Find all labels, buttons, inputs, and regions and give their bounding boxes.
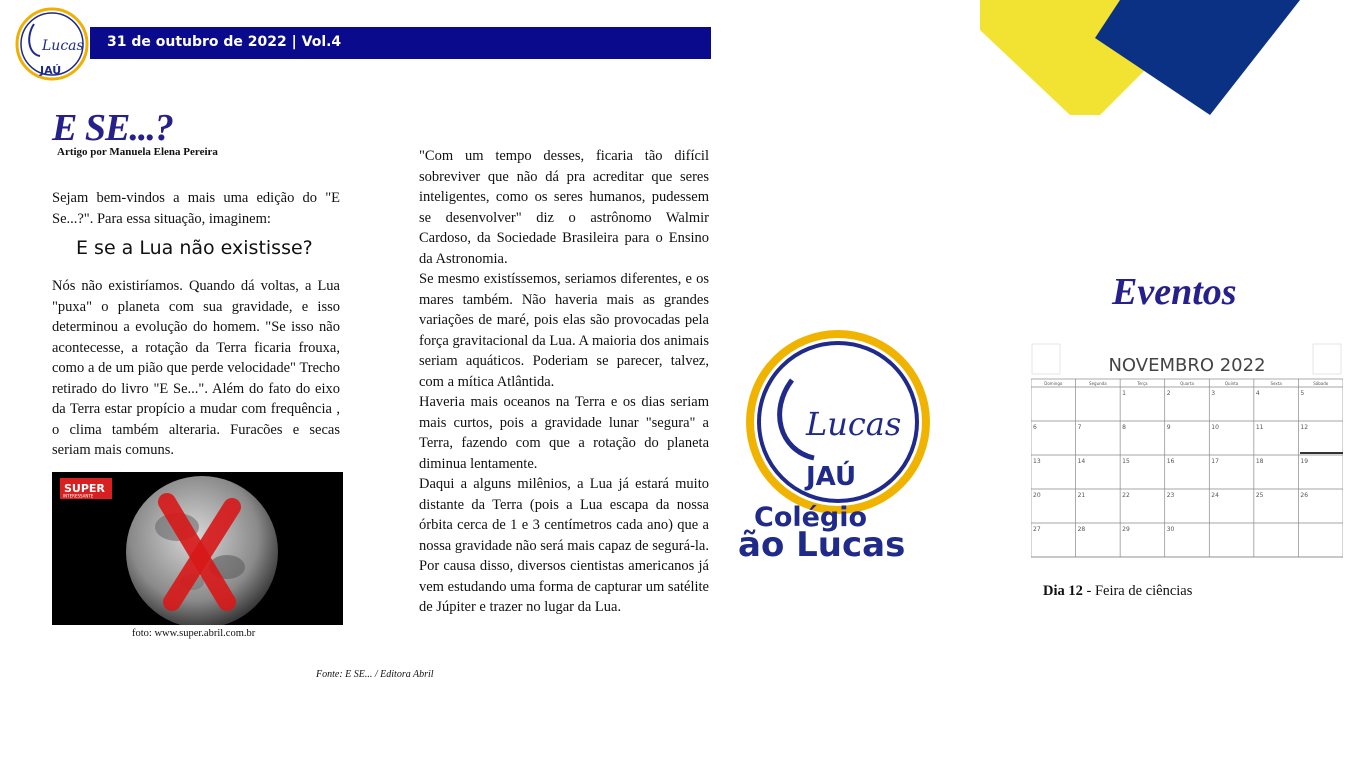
calendar-day: 10 bbox=[1211, 424, 1219, 431]
article-paragraph-1: Nós não existiríamos. Quando dá voltas, a Lua "puxa" o planeta com sua gravidade, e isso determinou a evolução do homem. "Se isso não acontecesse, a rotação da Terra ficaria frouxa, como a de um pião que perde velocidade" Trecho retirado do livro "E Se...". Além do fato do eixo da Terra estar propício a mudar com frequência , o clima também alteraria. Furacões e secas seriam mais comuns. bbox=[52, 278, 340, 458]
event-day: Dia 12 bbox=[1043, 583, 1083, 599]
calendar-day: 3 bbox=[1211, 390, 1216, 397]
article-column-2 bbox=[419, 146, 709, 618]
article-title: E SE...? bbox=[52, 107, 173, 149]
calendar-title: NOVEMBRO 2022 bbox=[1108, 355, 1266, 376]
article-question: E se a Lua não existisse? bbox=[76, 237, 313, 259]
calendar-day: 4 bbox=[1255, 390, 1260, 397]
calendar-day: 5 bbox=[1300, 390, 1305, 397]
article-paragraph-4: Haveria mais oceanos na Terra e os dias seriam mais curtos, pois a gravidade lunar "segura" a Terra, fazendo com que a rotação do planeta diminua lentamente. bbox=[419, 394, 709, 472]
school-logo-small bbox=[14, 6, 90, 82]
article-author: Artigo por Manuela Elena Pereira bbox=[57, 146, 218, 158]
calendar-weekday: Terça bbox=[1137, 381, 1148, 386]
logo-small-city: JAÚ bbox=[40, 64, 62, 77]
calendar-day: 12 bbox=[1300, 424, 1309, 431]
calendar-weekday: Sábado bbox=[1313, 381, 1329, 386]
calendar-weekday: Sexta bbox=[1270, 381, 1282, 386]
events-title: Eventos bbox=[1112, 271, 1237, 313]
decorative-shapes bbox=[980, 0, 1300, 115]
calendar-november-2022 bbox=[1031, 343, 1343, 561]
calendar-weekday: Segunda bbox=[1089, 381, 1107, 386]
logo-big-line2: ão Lucas bbox=[738, 525, 906, 560]
calendar-day: 27 bbox=[1033, 526, 1041, 533]
issue-date: 31 de outubro de 2022 | Vol.4 bbox=[107, 34, 342, 50]
event-description: - Feira de ciências bbox=[1082, 583, 1193, 599]
calendar-day: 17 bbox=[1211, 458, 1219, 465]
article-source: Fonte: E SE... / Editora Abril bbox=[316, 669, 434, 680]
calendar-weekday: Quinta bbox=[1224, 381, 1239, 386]
calendar-day: 30 bbox=[1166, 526, 1175, 533]
calendar-day: 28 bbox=[1077, 526, 1086, 533]
calendar-day: 7 bbox=[1077, 424, 1082, 431]
logo-big-city: JAÚ bbox=[806, 462, 857, 492]
article-paragraph-2: "Com um tempo desses, ficaria tão difícil sobreviver que não dá pra acreditar que seres inteligentes, como os seres humanos, pudessem se desenvolver" diz o astrônomo Walmir Cardoso, da Sociedade Brasileira para o Ensino da Astronomia. bbox=[419, 148, 709, 267]
school-logo-large bbox=[734, 330, 940, 560]
calendar-day: 26 bbox=[1300, 492, 1309, 499]
moon-photo bbox=[52, 472, 343, 625]
calendar-day: 15 bbox=[1122, 458, 1130, 465]
calendar-weekday: Domingo bbox=[1044, 381, 1063, 386]
calendar-day: 19 bbox=[1300, 458, 1309, 465]
calendar-day: 13 bbox=[1033, 458, 1041, 465]
calendar-day: 1 bbox=[1122, 390, 1126, 397]
calendar-day: 21 bbox=[1077, 492, 1086, 499]
calendar-day: 11 bbox=[1255, 424, 1264, 431]
calendar-day: 24 bbox=[1211, 492, 1219, 499]
calendar-day: 16 bbox=[1166, 458, 1175, 465]
calendar-day: 25 bbox=[1255, 492, 1264, 499]
logo-big-text: Lucas bbox=[806, 405, 902, 443]
calendar-day: 9 bbox=[1166, 424, 1171, 431]
article-paragraph-3: Se mesmo existíssemos, seriamos diferentes, e os mares também. Não haveria mais as grandes variações de maré, pois elas são provocadas pela força gravitacional da Lua. A maioria dos animais seriam aquáticos. Poderiam se parecer, talvez, com a mítica Atlântida. bbox=[419, 271, 709, 390]
calendar-day: 8 bbox=[1122, 424, 1126, 431]
article-paragraph-5: Daqui a alguns milênios, a Lua já estará muito distante da Terra (pois a Lua escapa da nossa órbita cerca de 1 e 3 centímetros cada ano) que a nossa gravidade não será mais capaz de segurá-la. Por causa disso, diversos cientistas americanos já vem estudando uma forma de capturar um satélite de Júpiter e trazer no lugar da Lua. bbox=[419, 476, 709, 615]
calendar-day: 18 bbox=[1255, 458, 1264, 465]
photo-caption: foto: www.super.abril.com.br bbox=[132, 628, 256, 639]
calendar-day: 2 bbox=[1166, 390, 1171, 397]
calendar-day: 22 bbox=[1122, 492, 1130, 499]
calendar-day: 20 bbox=[1033, 492, 1041, 499]
super-badge: SUPER bbox=[64, 482, 105, 495]
calendar-day: 23 bbox=[1166, 492, 1175, 499]
calendar-day: 29 bbox=[1122, 526, 1130, 533]
logo-big-line1: Colégio bbox=[754, 502, 868, 533]
calendar-day: 6 bbox=[1033, 424, 1037, 431]
calendar-day: 14 bbox=[1077, 458, 1086, 465]
calendar-weekday: Quarta bbox=[1180, 381, 1194, 386]
event-item bbox=[1043, 583, 1192, 600]
logo-small-text: Lucas bbox=[42, 38, 84, 54]
article-intro: Sejam bem-vindos a mais uma edição do "E Se...?". Para essa situação, imaginem: bbox=[52, 190, 340, 227]
super-badge-sub: INTERESSANTE bbox=[63, 493, 94, 499]
